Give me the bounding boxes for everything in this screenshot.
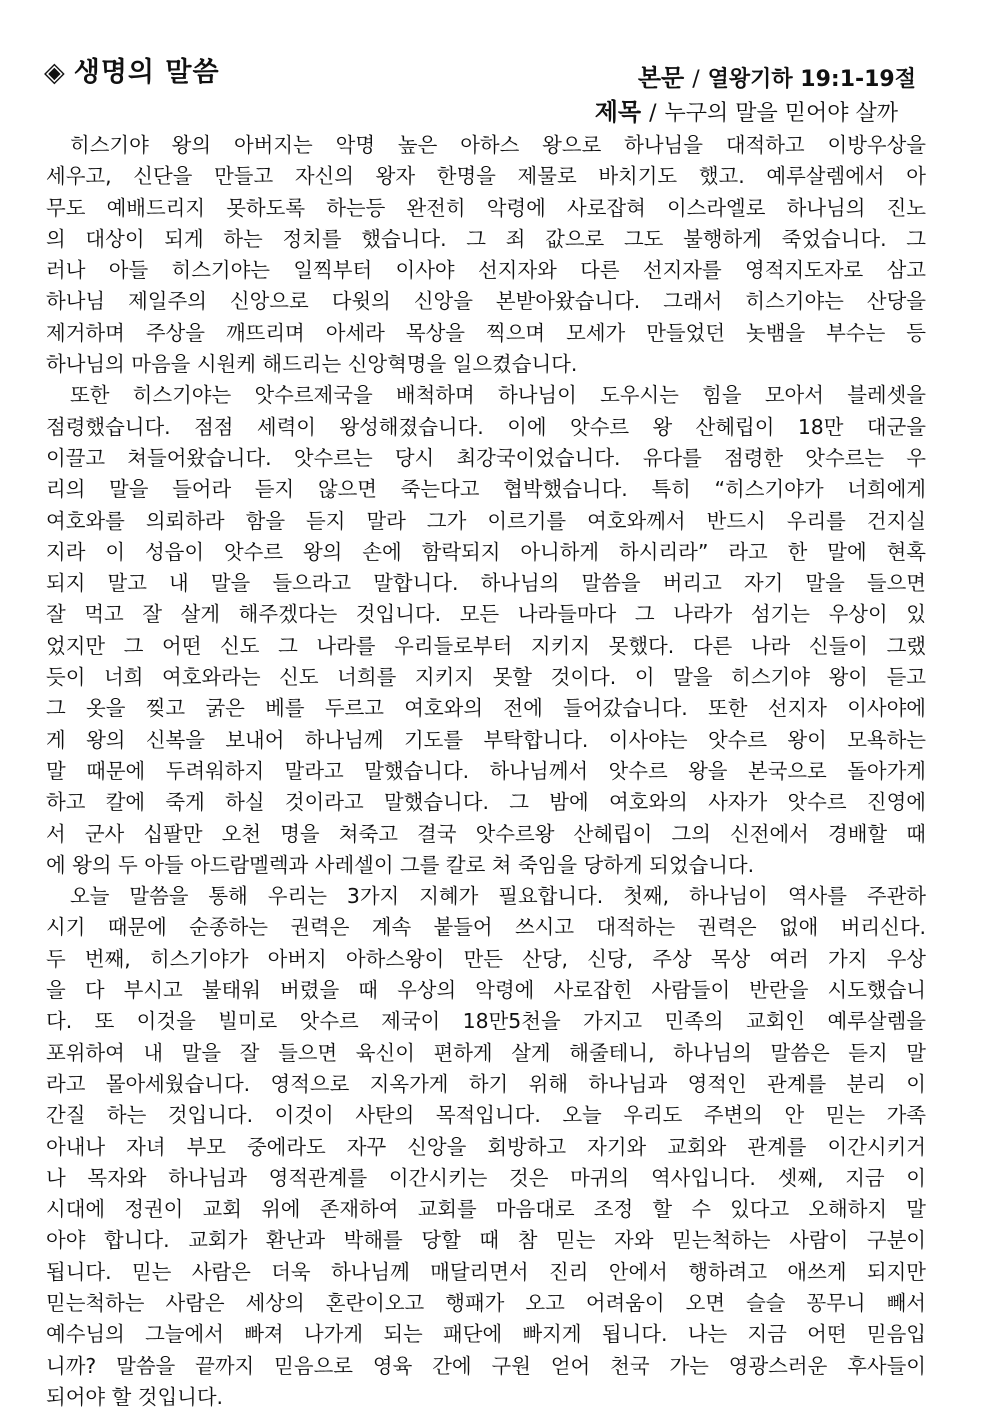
text-line: 리의 말을 들어라 듣지 않으면 죽는다고 협박했습니다. 특히 “히스기야가 너희에게 (46, 477, 926, 502)
text-line: 잘 먹고 잘 살게 해주겠다는 것입니다. 모든 나라들마다 그 나라가 섬기는 우상이 있 (46, 602, 926, 627)
text-line: 무도 예배드리지 못하도록 하는등 완전히 악령에 사로잡혀 이스라엘로 하나님의 진노 (46, 195, 926, 220)
sermon-body (46, 130, 926, 1413)
text-line: 또한 히스기야는 앗수르제국을 배척하며 하나님이 도우시는 힘을 모아서 블레셋을 (70, 383, 926, 408)
page-title (44, 50, 220, 89)
text-line: 나 목자와 하나님과 영적관계를 이간시키는 것은 마귀의 역사입니다. 셋째, 지금 이 (46, 1165, 926, 1190)
text-line: 하나님의 마음을 시원케 해드리는 신앙혁명을 일으켰습니다. (46, 352, 578, 377)
text-line: 세우고, 신단을 만들고 자신의 왕자 한명을 제물로 바치기도 했고. 예루살렘에서 아 (46, 164, 926, 189)
text-line: 러나 아들 히스기야는 일찍부터 이사야 선지자와 다른 선지자를 영적지도자로 삼고 (46, 258, 926, 283)
text-line: 아내나 자녀 부모 중에라도 자꾸 신앙을 회방하고 자기와 교회와 관계를 이간시키거 (46, 1134, 926, 1159)
text-line: 그 옷을 찢고 굵은 베를 두르고 여호와의 전에 들어갔습니다. 또한 선지자 이사야에 (46, 696, 926, 721)
text-line: 을 다 부시고 불태워 버렸을 때 우상의 악령에 사로잡힌 사람들이 반란을 시도했습니 (46, 978, 926, 1003)
text-line: 두 번째, 히스기야가 아버지 아하스왕이 만든 산당, 신당, 주상 목상 여러 가지 우상 (46, 946, 926, 971)
text-line: 시기 때문에 순종하는 권력은 계속 붙들어 쓰시고 대적하는 권력은 없애 버리신다. (46, 915, 926, 940)
text-line: 포위하여 내 말을 잘 들으면 육신이 편하게 살게 해줄테니, 하나님의 말씀은 듣지 말 (46, 1040, 926, 1065)
text-line: 오늘 말씀을 통해 우리는 3가지 지혜가 필요합니다. 첫째, 하나님이 역사를 주관하 (70, 884, 926, 909)
topic-separator: / (649, 101, 657, 126)
text-line: 듯이 너희 여호와라는 신도 너희를 지키지 못할 것이다. 이 말을 히스기야 왕이 듣고 (46, 665, 926, 690)
text-line: 되지 말고 내 말을 들으라고 말합니다. 하나님의 말씀을 버리고 자기 말을 들으면 (46, 571, 926, 596)
text-line: 제거하며 주상을 깨뜨리며 아세라 목상을 찍으며 모세가 만들었던 놋뱀을 부수는 등 (46, 320, 926, 345)
text-line: 하나님 제일주의 신앙으로 다윗의 신앙을 본받아왔습니다. 그래서 히스기야는 산당을 (46, 289, 926, 314)
sermon-topic (595, 92, 898, 127)
text-line: 하고 칼에 죽게 하실 것이라고 말했습니다. 그 밤에 여호와의 사자가 앗수르 진영에 (46, 790, 926, 815)
topic-label: 제목 (594, 98, 642, 126)
text-line: 서 군사 십팔만 오천 명을 쳐죽고 결국 앗수르왕 산헤립이 그의 신전에서 경배할 때 (46, 821, 926, 846)
text-line: 간질 하는 것입니다. 이것이 사탄의 목적입니다. 오늘 우리도 주변의 안 믿는 가족 (46, 1103, 926, 1128)
text-line: 믿는척하는 사람은 세상의 혼란이오고 행패가 오고 어려움이 오면 슬슬 꽁무니 빼서 (46, 1290, 926, 1315)
text-line: 에 왕의 두 아들 아드람멜렉과 사레셀이 그를 칼로 쳐 죽임을 당하게 되었습니다. (46, 852, 755, 877)
text-line: 의 대상이 되게 하는 정치를 했습니다. 그 죄 값으로 그도 불행하게 죽었습니다. 그 (46, 226, 926, 251)
text-line: 됩니다. 믿는 사람은 더욱 하나님께 매달리면서 진리 안에서 행하려고 애쓰게 되지만 (46, 1259, 926, 1284)
text-line: 말 때문에 두려워하지 말라고 말했습니다. 하나님께서 앗수르 왕을 본국으로 돌아가게 (46, 758, 926, 783)
topic-value: 누구의 말을 믿어야 살까 (664, 101, 898, 126)
text-line: 히스기야 왕의 아버지는 악명 높은 아하스 왕으로 하나님을 대적하고 이방우상을 (70, 133, 926, 157)
text-line: 점령했습니다. 점점 세력이 왕성해졌습니다. 이에 앗수르 왕 산헤립이 18만 대군을 (46, 414, 926, 439)
text-line: 지라 이 성읍이 앗수르 왕의 손에 함락되지 아니하게 하시리라” 라고 한 말에 현혹 (46, 539, 926, 564)
diamond-icon: ◈ (44, 57, 66, 88)
text-line: 다. 또 이것을 빌미로 앗수르 제국이 18만5천을 가지고 민족의 교회인 예루살렘을 (46, 1009, 926, 1034)
reference-separator: / (692, 67, 700, 92)
reference-value: 열왕기하 19:1-19절 (707, 67, 916, 92)
text-line: 여호와를 의뢰하라 함을 듣지 말라 그가 이르기를 여호와께서 반드시 우리를 건지실 (46, 508, 926, 533)
text-line: 었지만 그 어떤 신도 그 나라를 우리들로부터 지키지 못했다. 다른 나라 신들이 그랬 (46, 633, 926, 658)
text-line: 게 왕의 신복을 보내어 하나님께 기도를 부탁합니다. 이사야는 앗수르 왕이 모욕하는 (46, 727, 926, 752)
text-line: 아야 합니다. 교회가 환난과 박해를 당할 때 참 믿는 자와 믿는척하는 사람이 구분이 (46, 1228, 926, 1253)
text-line: 니까? 말씀을 끝까지 믿음으로 영육 간에 구원 얻어 천국 가는 영광스러운 후사들이 (46, 1353, 926, 1378)
text-line: 이끌고 쳐들어왔습니다. 앗수르는 당시 최강국이었습니다. 유다를 점령한 앗수르는 우 (46, 445, 926, 470)
reference-label: 본문 (637, 64, 685, 92)
page-title-text: 생명의 말씀 (73, 57, 220, 88)
text-line: 되어야 할 것입니다. (46, 1384, 224, 1409)
text-line: 라고 몰아세웠습니다. 영적으로 지옥가게 하기 위해 하나님과 영적인 관계를 분리 이 (46, 1071, 926, 1096)
scripture-reference (638, 58, 916, 93)
text-line: 예수님의 그늘에서 빠져 나가게 되는 패단에 빠지게 됩니다. 나는 지금 어떤 믿음입 (46, 1322, 926, 1347)
text-line: 시대에 정권이 교회 위에 존재하여 교회를 마음대로 조정 할 수 있다고 오해하지 말 (46, 1197, 926, 1222)
